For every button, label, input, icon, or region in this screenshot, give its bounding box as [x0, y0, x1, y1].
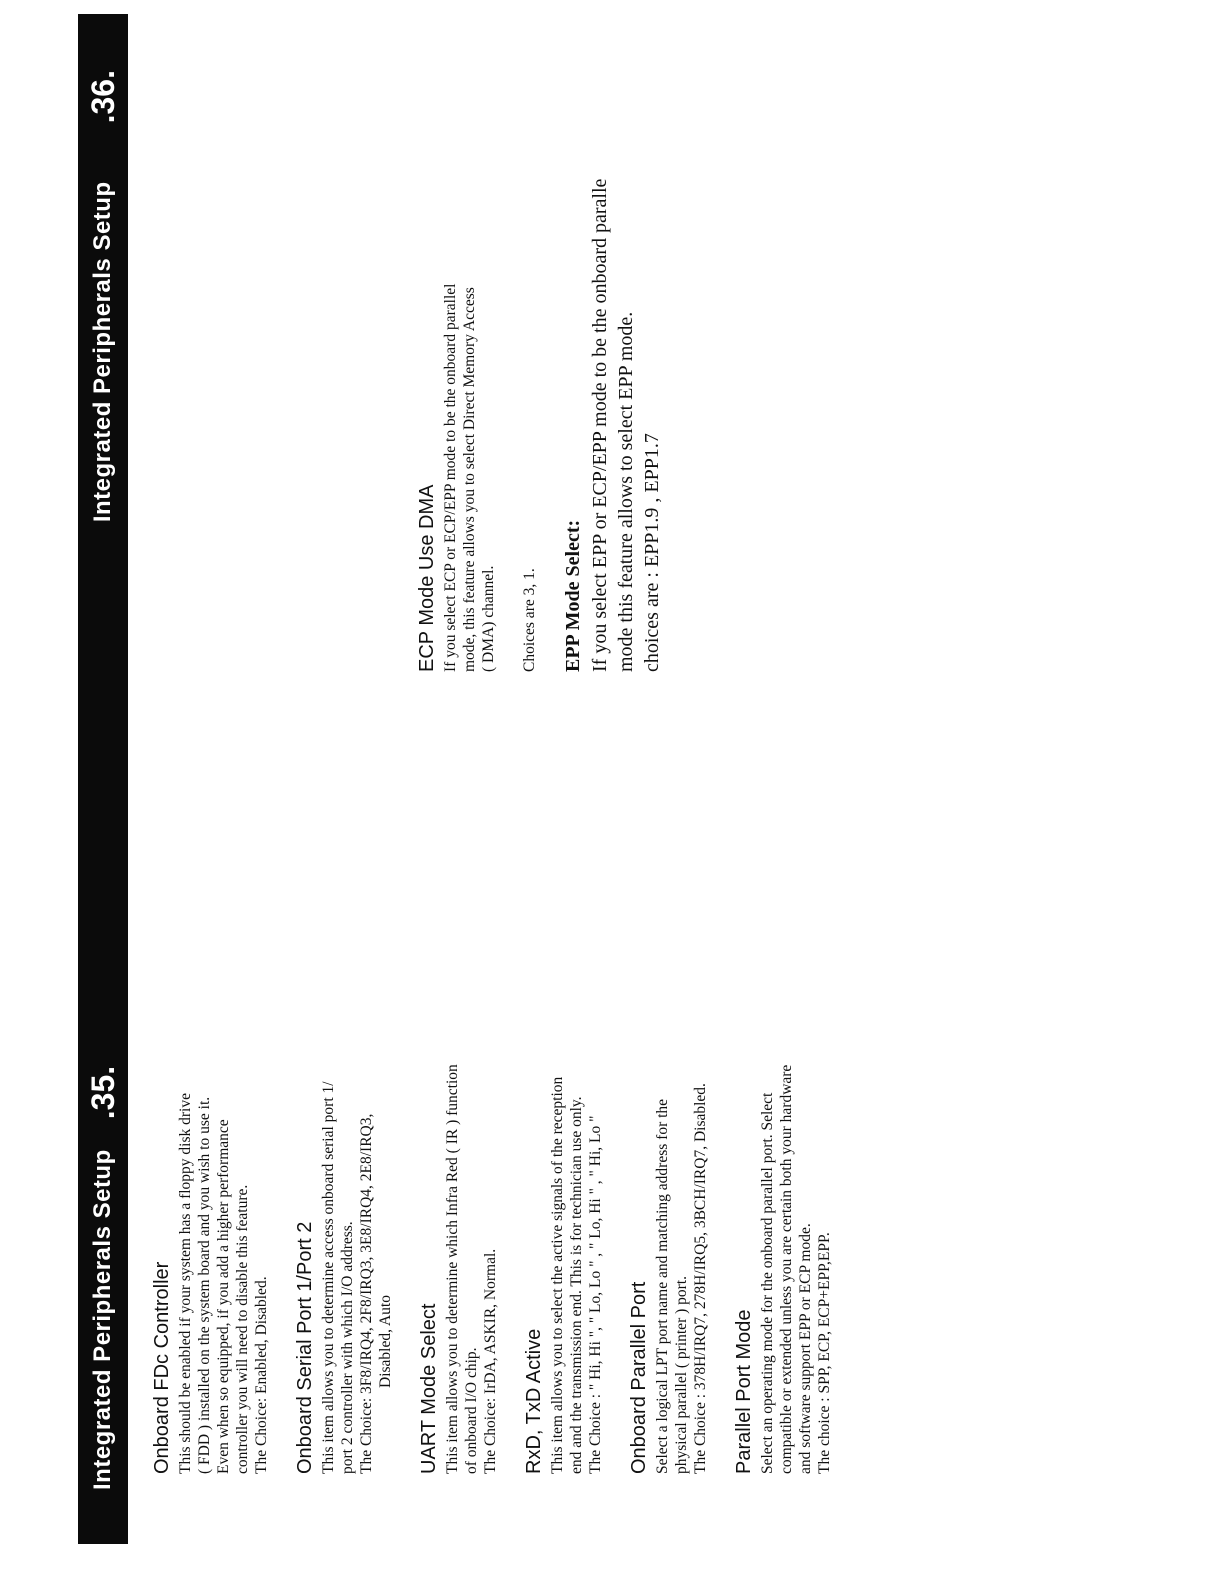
- section-body: If you select ECP or ECP/EPP mode to be the onboard parallel mode, this feature allows you to select Direct Memory Access ( DMA) channel.: [442, 283, 497, 672]
- section-body: Select an operating mode for the onboard parallel port. Select compatible or extended unless you are certain both your hardware and software support EPP or ECP mode.: [759, 1064, 814, 1474]
- section-heading: Onboard Parallel Port: [628, 1281, 650, 1474]
- section-choices: The Choice: IrDA, ASKIR, Normal.: [482, 1248, 499, 1474]
- section-heading: ECP Mode Use DMA: [416, 484, 438, 672]
- section-ecp-mode-use-dma: [415, 32, 539, 672]
- section-body: This item allows you to determine access onboard serial port 1/ port 2 controller with which I/O address.: [320, 1081, 356, 1474]
- section-heading: Onboard FDc Controller: [151, 1261, 173, 1474]
- page-36-column: [150, 32, 687, 672]
- page-35-number: .35.: [84, 1065, 121, 1120]
- section-onboard-serial-port: [293, 834, 395, 1474]
- section-heading: Parallel Port Mode: [733, 1309, 755, 1474]
- section-heading: EPP Mode Select:: [562, 519, 584, 672]
- section-choices: The Choice: Enabled, Disabled.: [253, 1276, 270, 1474]
- section-choices-continued: Disabled, Auto: [377, 1295, 394, 1388]
- section-choices: The choice : SPP, ECP, ECP+EPP,EPP.: [816, 1232, 833, 1474]
- section-parallel-port-mode: [732, 834, 834, 1474]
- section-rxd-txd-active: [522, 834, 605, 1474]
- page-35-header-bar: [78, 814, 128, 1544]
- page-36-header-bar: [78, 14, 128, 814]
- section-epp-mode-select: [561, 32, 665, 672]
- section-body: If you select EPP or ECP/EPP mode to be the onboard paralle mode this feature allows to select EPP mode. choices are : EPP1.9 , EPP1.7: [589, 178, 663, 672]
- section-body: This item allows you to select the active signals of the reception end and the transmission end. This is for technician use only.: [549, 1076, 585, 1474]
- section-body: This item allows you to determine which Infra Red ( IR ) function of onboard I/O chip.: [444, 1064, 480, 1474]
- section-body: Select a logical LPT port name and matching address for the physical parallel ( printer ) port.: [654, 1098, 690, 1474]
- section-heading: Onboard Serial Port 1/Port 2: [294, 1221, 316, 1474]
- section-onboard-parallel-port: [627, 834, 710, 1474]
- page-36-number: .36.: [84, 70, 121, 124]
- section-body: This should be enabled if your system has a floppy disk drive ( FDD ) installed on the system board and you wish to use it. Even when so equipped, if you add a higher performance controller you will need to disable this feature.: [177, 1093, 251, 1474]
- section-heading: UART Mode Select: [418, 1303, 440, 1474]
- section-uart-mode-select: [417, 834, 500, 1474]
- page-35-header-title: Integrated Peripherals Setup: [89, 1149, 116, 1490]
- section-heading: RxD, TxD Active: [523, 1328, 545, 1474]
- section-choices: The Choice : 378H/IRQ7, 278H/IRQ5, 3BCH/IRQ7, Disabled.: [692, 1083, 709, 1474]
- section-choices: The Choice: 3F8/IRQ4, 2F8/IRQ3, 3E8/IRQ4, 2E8/IRQ3,: [358, 1113, 375, 1474]
- section-onboard-fdc-controller: [150, 834, 271, 1474]
- section-choices: The Choice : " Hi, Hi ", " Lo, Lo " , " Lo, Hi " , " Hi, Lo ": [587, 1115, 604, 1474]
- section-choices: Choices are 3, 1.: [521, 568, 538, 672]
- page-35-column: [150, 834, 856, 1474]
- page-36-header-title: Integrated Peripherals Setup: [89, 181, 116, 523]
